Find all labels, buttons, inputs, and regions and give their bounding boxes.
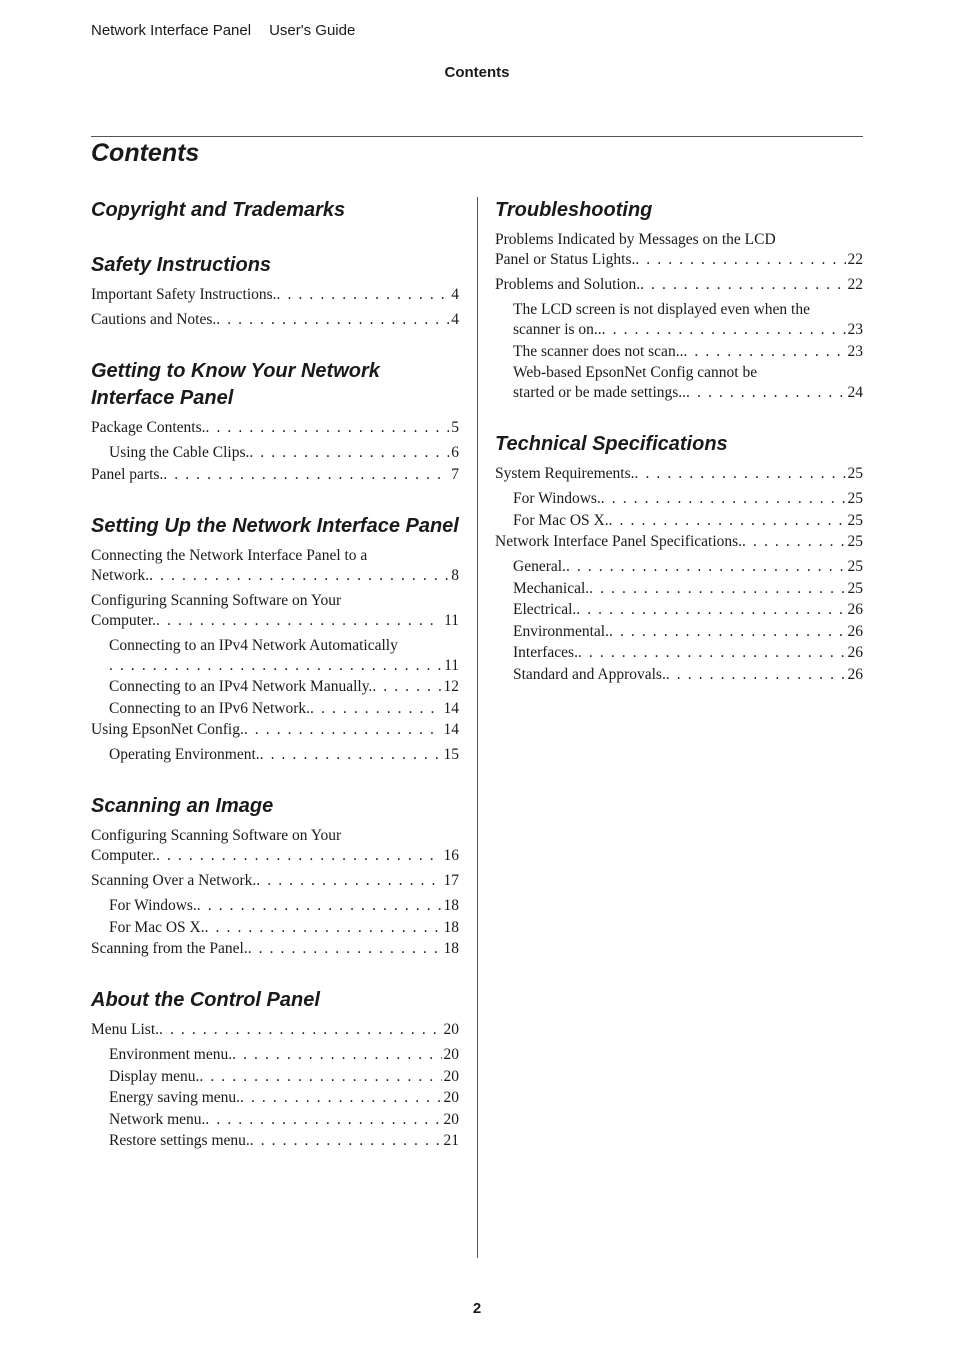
toc-entry-line bbox=[109, 677, 459, 697]
toc-entry[interactable] bbox=[109, 1045, 459, 1065]
dot-leader bbox=[686, 383, 845, 403]
toc-entry-text: Problems and Solution. bbox=[495, 276, 641, 293]
dot-leader bbox=[205, 918, 442, 938]
toc-entry-text: Environment menu. bbox=[109, 1046, 233, 1063]
toc-entry-line bbox=[513, 600, 863, 620]
dot-leader bbox=[666, 665, 846, 685]
dot-leader bbox=[159, 1020, 441, 1040]
toc-entry[interactable] bbox=[91, 1020, 459, 1040]
toc-section bbox=[495, 431, 863, 685]
toc-entry-text: Panel parts. bbox=[91, 465, 164, 483]
toc-page-number: 18 bbox=[443, 940, 459, 957]
dot-leader bbox=[149, 566, 449, 586]
section-heading[interactable]: About the Control Panel bbox=[91, 989, 320, 1011]
toc-entry-text: Panel or Status Lights. bbox=[495, 251, 636, 268]
dot-leader bbox=[589, 579, 845, 599]
dot-leader bbox=[601, 489, 846, 509]
toc-entry[interactable] bbox=[109, 1131, 459, 1151]
toc-entry-line bbox=[109, 699, 459, 719]
toc-entry-line bbox=[513, 579, 863, 599]
toc-entry-line bbox=[109, 1131, 459, 1151]
toc-section bbox=[91, 987, 459, 1151]
toc-entry-line bbox=[109, 443, 459, 463]
toc-page-number: 8 bbox=[451, 566, 459, 584]
section-heading[interactable]: Scanning an Image bbox=[91, 795, 274, 817]
toc-section bbox=[91, 252, 459, 330]
toc-entry-line bbox=[513, 665, 863, 685]
toc-page-number: 4 bbox=[451, 311, 459, 328]
toc-page-number: 25 bbox=[847, 579, 863, 597]
toc-page-number: 22 bbox=[847, 251, 863, 268]
toc-entry-text: General. bbox=[513, 558, 566, 575]
toc-page-number: 7 bbox=[451, 465, 459, 483]
toc-column-right bbox=[495, 197, 863, 713]
toc-entry-text: For Windows. bbox=[513, 490, 601, 507]
toc-entry-line bbox=[513, 383, 863, 403]
toc-entry[interactable] bbox=[109, 443, 459, 463]
toc-entry-text: Important Safety Instructions. bbox=[91, 286, 277, 303]
header-product: Network Interface Panel bbox=[91, 22, 252, 39]
toc-entry-line bbox=[513, 320, 863, 340]
toc-page-number: 24 bbox=[847, 384, 863, 401]
toc-entry[interactable] bbox=[513, 622, 863, 642]
toc-page-number: 25 bbox=[847, 533, 863, 550]
toc-entry-line bbox=[91, 465, 459, 485]
toc-entry-text-line: Problems Indicated by Messages on the LCD bbox=[495, 231, 776, 248]
toc-entry[interactable] bbox=[495, 532, 863, 552]
toc-page-number: 17 bbox=[443, 872, 459, 889]
toc-entry[interactable] bbox=[109, 896, 459, 916]
toc-entry[interactable] bbox=[513, 557, 863, 577]
toc-page-number: 26 bbox=[847, 665, 863, 683]
dot-leader bbox=[602, 320, 846, 340]
toc-section bbox=[91, 793, 459, 959]
dot-leader bbox=[256, 871, 441, 891]
dot-leader bbox=[742, 532, 845, 552]
toc-entry-text: Using EpsonNet Config. bbox=[91, 721, 244, 738]
toc-entry-line bbox=[109, 1067, 459, 1087]
toc-entry[interactable] bbox=[109, 745, 459, 765]
toc-entry[interactable] bbox=[513, 643, 863, 663]
dot-leader bbox=[216, 310, 449, 330]
dot-leader bbox=[635, 250, 845, 270]
toc-entry[interactable] bbox=[495, 230, 863, 270]
toc-entry[interactable] bbox=[91, 418, 459, 438]
toc-entry-text: Environmental. bbox=[513, 622, 609, 640]
toc-entry[interactable] bbox=[91, 939, 459, 959]
toc-entry-text: Energy saving menu. bbox=[109, 1089, 241, 1106]
toc-entry[interactable] bbox=[109, 677, 459, 697]
dot-leader bbox=[578, 643, 846, 663]
toc-page-number: 20 bbox=[443, 1110, 459, 1128]
toc-entry-text: System Requirements. bbox=[495, 465, 635, 482]
toc-page-number: 20 bbox=[443, 1021, 459, 1038]
toc-entry-line bbox=[109, 896, 459, 916]
toc-entry-line bbox=[495, 250, 863, 270]
dot-leader bbox=[206, 418, 450, 438]
toc-entry-text: Network. bbox=[91, 566, 150, 584]
toc-entry-line bbox=[495, 532, 863, 552]
dot-leader bbox=[156, 846, 441, 866]
toc-page-number: 25 bbox=[847, 465, 863, 482]
toc-entry-line bbox=[513, 557, 863, 577]
toc-entry-text: Menu List. bbox=[91, 1021, 160, 1038]
header-guide: User's Guide bbox=[269, 22, 356, 39]
toc-section bbox=[495, 197, 863, 403]
toc-entry-text-line: Web-based EpsonNet Config cannot be bbox=[513, 364, 758, 381]
section-heading[interactable]: Getting to Know Your Network Interface Panel bbox=[91, 360, 380, 409]
toc-entry-line bbox=[513, 622, 863, 642]
toc-page-number: 25 bbox=[847, 490, 863, 507]
toc-page-number: 20 bbox=[443, 1067, 459, 1085]
section-heading[interactable]: Copyright and Trademarks bbox=[91, 199, 346, 221]
toc-page-number: 4 bbox=[451, 286, 459, 303]
toc-entry[interactable] bbox=[91, 465, 459, 485]
toc-entry[interactable] bbox=[91, 826, 459, 866]
header-section: Contents bbox=[444, 64, 510, 81]
dot-leader bbox=[232, 1045, 441, 1065]
toc-entry-text: Electrical. bbox=[513, 601, 577, 618]
toc-entry-text: Package Contents. bbox=[91, 419, 206, 436]
toc-page-number: 12 bbox=[443, 678, 459, 695]
toc-entry-text: Restore settings menu. bbox=[109, 1132, 250, 1149]
toc-entry-text-line: Connecting the Network Interface Panel to a bbox=[91, 546, 368, 564]
toc-page-number: 16 bbox=[443, 847, 459, 864]
dot-leader bbox=[260, 745, 442, 765]
toc-entry-text: For Mac OS X. bbox=[513, 511, 609, 529]
toc-entry-line bbox=[513, 511, 863, 531]
toc-entry-line bbox=[91, 611, 459, 631]
toc-page-number: 25 bbox=[847, 558, 863, 575]
section-heading[interactable]: Safety Instructions bbox=[91, 254, 272, 276]
toc-entry-line bbox=[91, 720, 459, 740]
toc-entry-line bbox=[91, 285, 459, 305]
toc-page-number: 18 bbox=[443, 897, 459, 914]
dot-leader bbox=[576, 600, 845, 620]
toc-page-number: 14 bbox=[443, 721, 459, 738]
toc-entry-line bbox=[109, 745, 459, 765]
toc-page-number: 21 bbox=[443, 1132, 459, 1149]
section-heading[interactable]: Troubleshooting bbox=[495, 199, 653, 221]
toc-entry-text: Connecting to an IPv6 Network. bbox=[109, 699, 311, 717]
toc-entry[interactable] bbox=[91, 871, 459, 891]
column-divider bbox=[477, 197, 478, 1258]
toc-page-number: 23 bbox=[847, 321, 863, 338]
toc-page-number: 26 bbox=[847, 622, 863, 640]
toc-entry-text: Using the Cable Clips. bbox=[109, 444, 250, 461]
toc-entry-text: Standard and Approvals. bbox=[513, 665, 666, 683]
toc-entry-text-line: Configuring Scanning Software on Your bbox=[91, 827, 342, 844]
toc-page-number: 18 bbox=[443, 918, 459, 936]
toc-entry-text-line: Configuring Scanning Software on Your bbox=[91, 591, 342, 609]
dot-leader bbox=[109, 656, 442, 676]
toc-entry[interactable] bbox=[513, 342, 863, 362]
toc-page-number: 22 bbox=[847, 276, 863, 293]
dot-leader bbox=[635, 464, 846, 484]
toc-entry-line bbox=[109, 1045, 459, 1065]
toc-page-number: 26 bbox=[847, 644, 863, 661]
toc-entry-line bbox=[109, 1110, 459, 1130]
toc-entry-text-line: The LCD screen is not displayed even when the bbox=[513, 301, 810, 318]
section-heading[interactable]: Technical Specifications bbox=[495, 433, 728, 455]
toc-page-number: 15 bbox=[443, 746, 459, 763]
toc-entry[interactable] bbox=[109, 636, 459, 676]
toc-entry[interactable] bbox=[91, 285, 459, 305]
toc-entry[interactable] bbox=[513, 300, 863, 340]
toc-entry[interactable] bbox=[513, 489, 863, 509]
toc-section bbox=[91, 513, 459, 766]
toc-entry[interactable] bbox=[109, 699, 459, 719]
toc-entry[interactable] bbox=[109, 1088, 459, 1108]
toc-entry-text: scanner is on.. bbox=[513, 321, 602, 338]
toc-entry[interactable] bbox=[91, 310, 459, 330]
toc-entry-text: For Mac OS X. bbox=[109, 918, 205, 936]
toc-entry-line bbox=[91, 566, 459, 586]
toc-entry-line bbox=[109, 918, 459, 938]
toc-entry-text: For Windows. bbox=[109, 897, 197, 914]
toc-entry-line bbox=[109, 656, 459, 676]
toc-entry-text: Connecting to an IPv4 Network Manually. bbox=[109, 678, 373, 695]
toc-entry-line bbox=[91, 310, 459, 330]
page-title: Contents bbox=[91, 139, 200, 167]
toc-entry[interactable] bbox=[91, 591, 459, 631]
toc-entry[interactable] bbox=[109, 918, 459, 938]
toc-entry[interactable] bbox=[513, 579, 863, 599]
dot-leader bbox=[199, 1067, 441, 1087]
toc-page-number: 5 bbox=[451, 419, 459, 436]
toc-entry-text-line: Connecting to an IPv4 Network Automatically bbox=[109, 636, 398, 654]
toc-entry-line bbox=[495, 275, 863, 295]
toc-entry-line bbox=[513, 342, 863, 362]
toc-entry-line bbox=[513, 489, 863, 509]
toc-entry-line bbox=[91, 846, 459, 866]
toc-entry-text: Computer. bbox=[91, 611, 157, 629]
toc-section bbox=[91, 358, 459, 485]
running-header bbox=[91, 22, 355, 39]
toc-entry-text: The scanner does not scan.. bbox=[513, 342, 684, 360]
toc-page-number: 23 bbox=[847, 342, 863, 360]
toc-page-number: 25 bbox=[847, 511, 863, 529]
dot-leader bbox=[609, 511, 846, 531]
toc-entry-text: Mechanical. bbox=[513, 579, 590, 597]
dot-leader bbox=[244, 720, 442, 740]
dot-leader bbox=[163, 465, 449, 485]
toc-page-number: 11 bbox=[444, 656, 459, 674]
dot-leader bbox=[372, 677, 441, 697]
toc-entry-text: Display menu. bbox=[109, 1067, 200, 1085]
toc-entry-text: Network menu. bbox=[109, 1110, 206, 1128]
toc-entry-line bbox=[513, 643, 863, 663]
toc-entry-text: Computer. bbox=[91, 847, 157, 864]
toc-entry-line bbox=[91, 418, 459, 438]
dot-leader bbox=[240, 1088, 441, 1108]
toc-entry-text: Scanning from the Panel. bbox=[91, 940, 248, 957]
toc-entry-line bbox=[91, 939, 459, 959]
toc-entry[interactable] bbox=[109, 1067, 459, 1087]
toc-entry[interactable] bbox=[109, 1110, 459, 1130]
dot-leader bbox=[197, 896, 442, 916]
dot-leader bbox=[250, 1131, 442, 1151]
toc-entry-text: started or be made settings.. bbox=[513, 384, 687, 401]
toc-entry-line bbox=[91, 1020, 459, 1040]
dot-leader bbox=[277, 285, 450, 305]
toc-entry[interactable] bbox=[495, 275, 863, 295]
toc-page-number: 14 bbox=[443, 699, 459, 717]
dot-leader bbox=[156, 611, 442, 631]
toc-entry-line bbox=[109, 1088, 459, 1108]
dot-leader bbox=[310, 699, 441, 719]
toc-page-number: 20 bbox=[443, 1046, 459, 1063]
dot-leader bbox=[205, 1110, 441, 1130]
toc-entry-text: Cautions and Notes. bbox=[91, 311, 217, 328]
toc-page-number: 26 bbox=[847, 601, 863, 618]
toc-entry-line bbox=[91, 871, 459, 891]
dot-leader bbox=[640, 275, 845, 295]
toc-entry[interactable] bbox=[91, 546, 459, 586]
toc-entry[interactable] bbox=[513, 511, 863, 531]
toc-entry-text: Network Interface Panel Specifications. bbox=[495, 533, 743, 550]
toc-entry-text: Interfaces. bbox=[513, 644, 578, 661]
toc-entry[interactable] bbox=[513, 600, 863, 620]
toc-entry[interactable] bbox=[513, 665, 863, 685]
toc-page-number: 11 bbox=[444, 611, 459, 629]
section-heading[interactable]: Setting Up the Network Interface Panel bbox=[91, 514, 459, 537]
toc-entry[interactable] bbox=[513, 363, 863, 403]
toc-entry-line bbox=[495, 464, 863, 484]
toc-entry-text: Scanning Over a Network. bbox=[91, 872, 257, 889]
dot-leader bbox=[609, 622, 846, 642]
dot-leader bbox=[249, 443, 449, 463]
toc-column-left bbox=[91, 197, 459, 1179]
title-rule bbox=[91, 136, 863, 137]
dot-leader bbox=[566, 557, 846, 577]
toc-entry[interactable] bbox=[91, 720, 459, 740]
toc-page-number: 6 bbox=[451, 444, 459, 461]
toc-page-number: 20 bbox=[443, 1089, 459, 1106]
toc-entry[interactable] bbox=[495, 464, 863, 484]
page-number: 2 bbox=[472, 1300, 482, 1317]
dot-leader bbox=[248, 939, 442, 959]
dot-leader bbox=[683, 342, 845, 362]
toc-entry-text: Operating Environment. bbox=[109, 746, 260, 763]
toc-section bbox=[91, 197, 459, 224]
